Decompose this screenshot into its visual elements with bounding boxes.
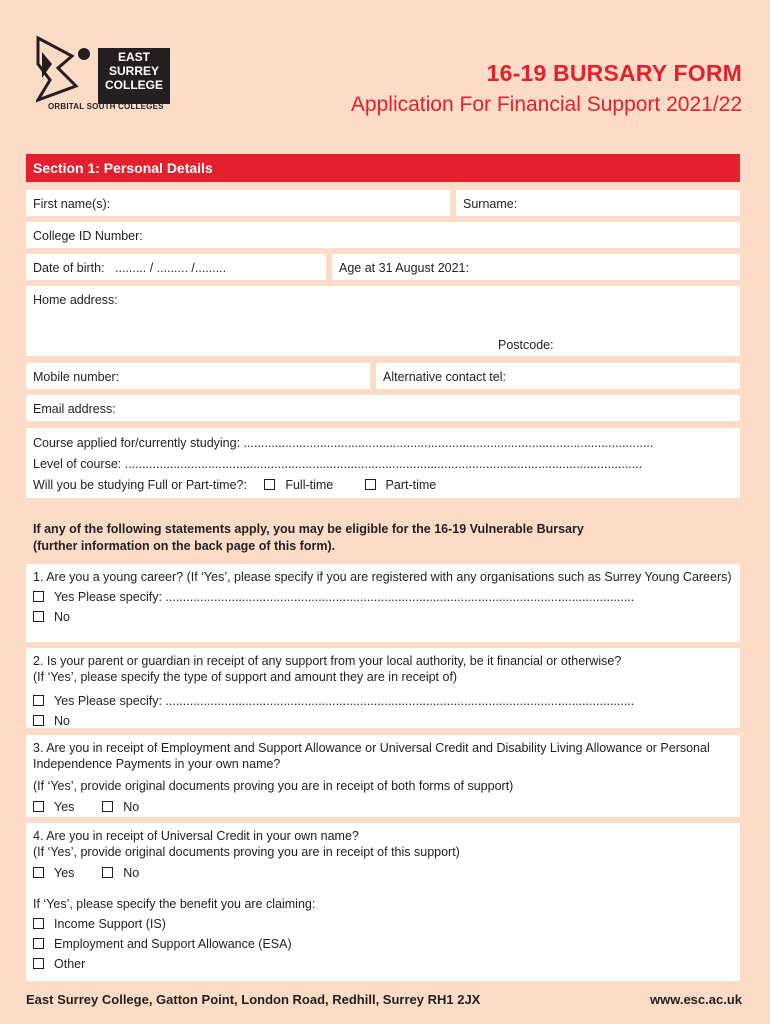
logo-text-box: EAST SURREY COLLEGE: [98, 48, 170, 104]
q3-no-checkbox[interactable]: [102, 801, 113, 812]
form-header: [351, 60, 742, 117]
form-subtitle: Application For Financial Support 2021/22: [350, 93, 742, 116]
home-address-field[interactable]: Home address: Postcode:: [26, 286, 740, 356]
q4-no-checkbox[interactable]: [102, 867, 113, 878]
esa-checkbox[interactable]: [33, 938, 44, 949]
course-field[interactable]: Course applied for/currently studying: ......................................................................................................................: [33, 436, 654, 450]
mobile-field[interactable]: Mobile number:: [26, 363, 370, 389]
study-mode-row: Will you be studying Full or Part-time?: Full-time Part-time: [33, 478, 437, 492]
fulltime-checkbox[interactable]: [264, 479, 275, 490]
surname-field[interactable]: Surname:: [456, 190, 740, 216]
college-id-field[interactable]: College ID Number:: [26, 222, 740, 248]
other-checkbox[interactable]: [33, 958, 44, 969]
college-logo: [36, 34, 176, 114]
question-1: 1. Are you a young career? (If ‘Yes’, please specify if you are registered with any organisations such as Surrey Young Careers) Yes Please specify: ....................................................................................................................................... No: [26, 564, 740, 642]
footer-url[interactable]: www.esc.ac.uk: [649, 992, 742, 1007]
age-field[interactable]: Age at 31 August 2021:: [332, 254, 740, 280]
logo-subtitle: ORBITAL SOUTH COLLEGES: [48, 102, 164, 111]
course-block: [26, 428, 740, 498]
email-field[interactable]: Email address:: [26, 395, 740, 421]
question-2: 2. Is your parent or guardian in receipt of any support from your local authority, be it financial or otherwise? (If ‘Yes’, please specify the type of support and amount they are in receipt of) Yes Please specify: ....................................................................................................................................... No: [26, 648, 740, 728]
q1-yes-checkbox[interactable]: [33, 591, 44, 602]
first-name-field[interactable]: First name(s):: [26, 190, 450, 216]
form-title: 16-19 BURSARY FORM: [486, 60, 742, 86]
postcode-label: Postcode:: [498, 338, 554, 352]
q2-no-checkbox[interactable]: [33, 715, 44, 726]
q4-yes-checkbox[interactable]: [33, 867, 44, 878]
level-field[interactable]: Level of course: .....................................................................................................................................................: [33, 457, 643, 471]
question-4: 4. Are you in receipt of Universal Credit in your own name? (If ‘Yes’, provide original documents proving you are in receipt of this support) Yes No If ‘Yes’, please specify the benefit you are claiming: Income Support (IS) Employment and Support Allowance (ESA) Other: [26, 823, 740, 981]
dob-field[interactable]: Date of birth: ......... / ......... /.........: [26, 254, 326, 280]
parttime-checkbox[interactable]: [365, 479, 376, 490]
q1-no-checkbox[interactable]: [33, 611, 44, 622]
income-support-checkbox[interactable]: [33, 918, 44, 929]
question-3: 3. Are you in receipt of Employment and Support Allowance or Universal Credit and Disability Living Allowance or Personal Independence Payments in your own name? (If ‘Yes’, provide original documents proving you are in receipt of both forms of support) Yes No: [26, 735, 740, 817]
q2-yes-checkbox[interactable]: [33, 695, 44, 706]
alt-tel-field[interactable]: Alternative contact tel:: [376, 363, 740, 389]
footer-address: East Surrey College, Gatton Point, London Road, Redhill, Surrey RH1 2JX: [26, 992, 481, 1007]
q3-yes-checkbox[interactable]: [33, 801, 44, 812]
logo-mark-icon: [36, 34, 96, 104]
vulnerable-bursary-notice: If any of the following statements apply, you may be eligible for the 16-19 Vulnerable Bursary (further information on the back page of this form).: [33, 522, 584, 553]
section-1-heading: Section 1: Personal Details: [26, 154, 740, 182]
